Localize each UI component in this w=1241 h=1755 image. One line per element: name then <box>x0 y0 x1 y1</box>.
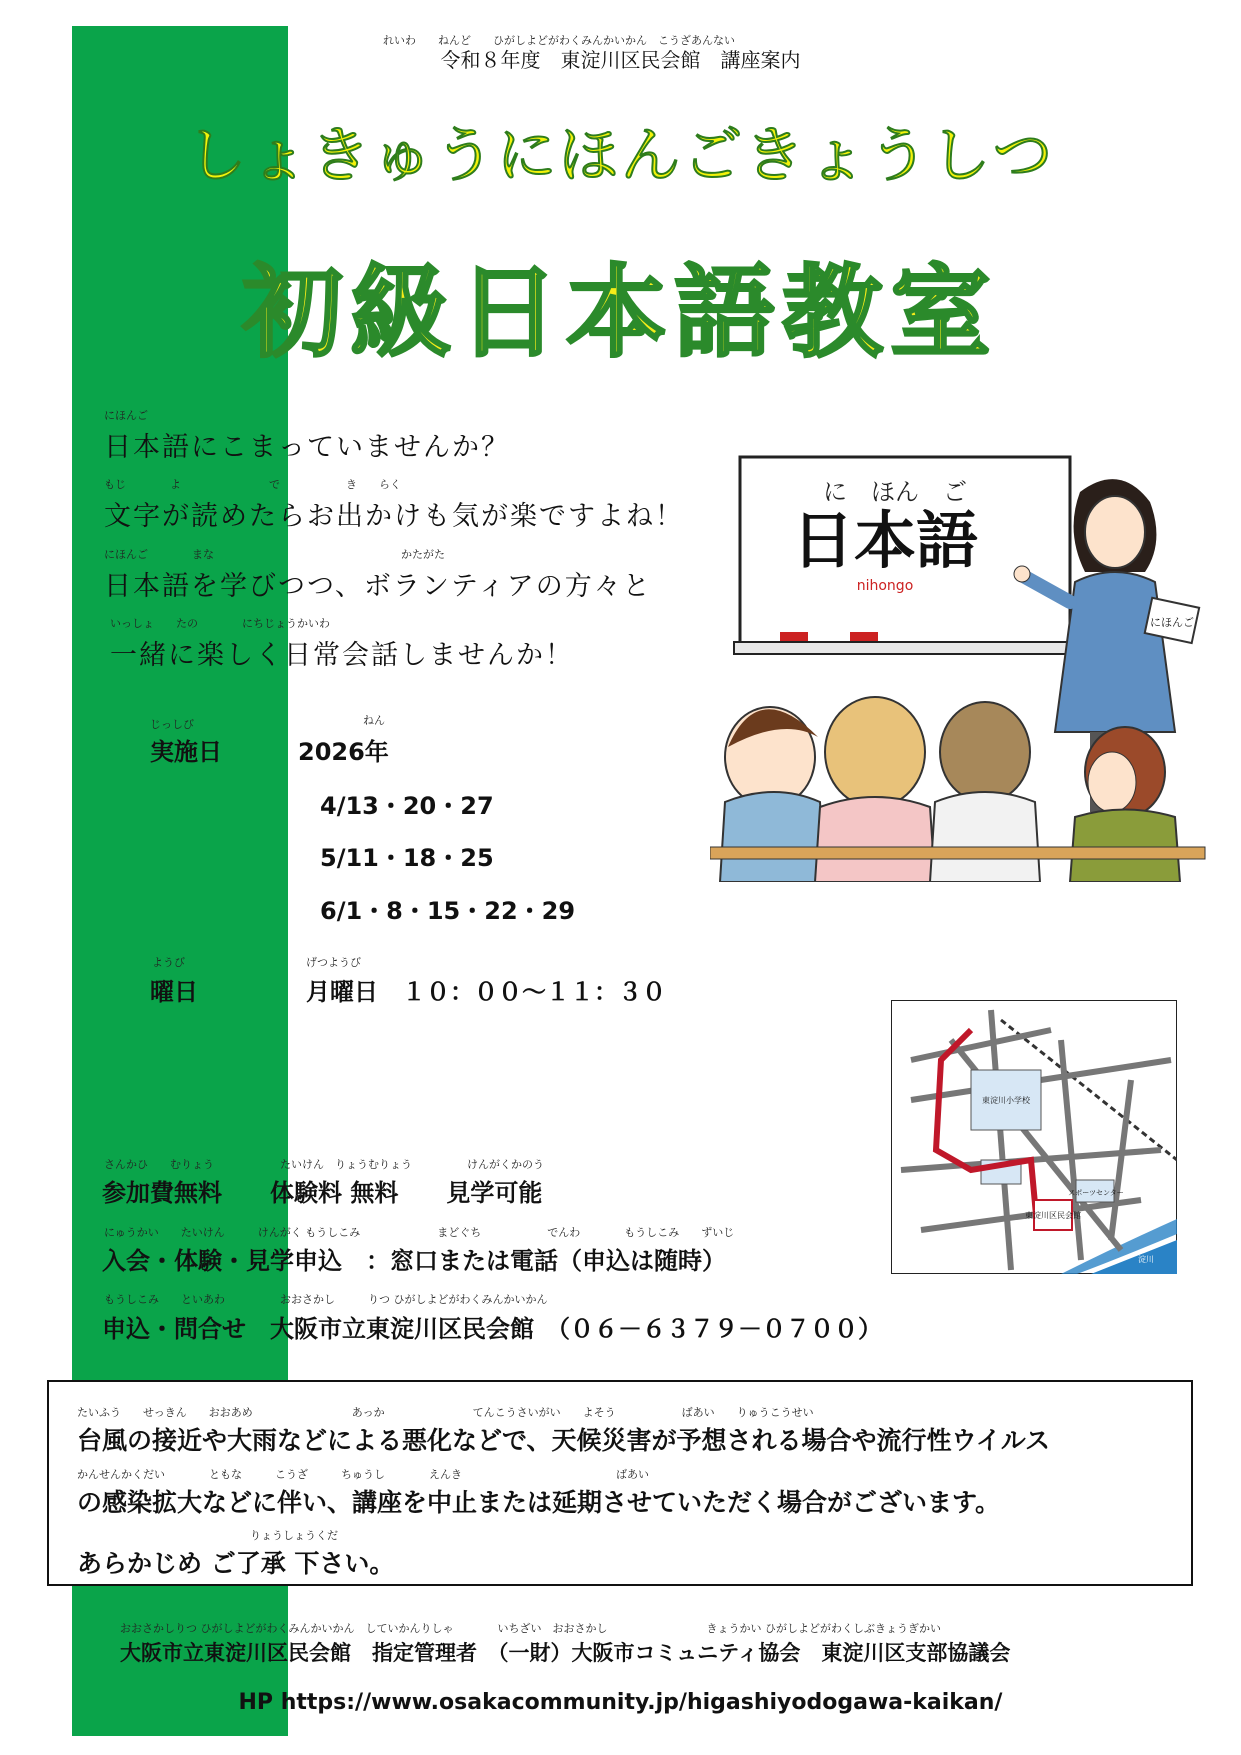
time-ruby: げつようび <box>306 956 361 969</box>
intro-line-1: 日本語にこまっていませんか？ <box>104 432 510 463</box>
date-label: 実施日 <box>150 738 222 766</box>
year: 2026年 <box>298 738 389 766</box>
schedule-time: 月曜日 １０：００～１１：３０ <box>306 978 666 1006</box>
footer-organizer: 大阪市立東淀川区民会館 指定管理者 （一財）大阪市コミュニティ協会 東淀川区支部協議会 <box>120 1641 1011 1665</box>
teacher-classroom-illustration <box>710 452 1210 882</box>
notice-line-2: の感染拡大などに伴い、講座を中止または延期させていただく場合がございます。 <box>77 1488 1001 1517</box>
contact-text: 申込・問合せ 大阪市立東淀川区民会館 （０６－６３７９－０７００） <box>102 1315 882 1343</box>
footer-homepage-link[interactable]: HP https://www.osakacommunity.jp/higashiyodogawa-kaikan/ <box>238 1690 1003 1715</box>
intro-ruby-3: にほんご まな かたがた <box>104 548 445 561</box>
contact-ruby: もうしこみ といあわ おおさかし りつ ひがしよどがわくみんかいかん <box>104 1293 548 1306</box>
apply-ruby: にゅうかい たいけん けんがく もうしこみ まどぐち でんわ もうしこみ ずいじ <box>104 1226 735 1239</box>
fees-text: 参加費無料 体験料 無料 見学可能 <box>102 1179 543 1207</box>
intro-ruby-4: いっしょ たの にちじょうかいわ <box>110 617 330 630</box>
map-label-school: 東淀川小学校 <box>982 1096 1030 1105</box>
intro-line-3: 日本語を学びつつ、ボランティアの方々と <box>104 571 652 602</box>
board-text: 日本語 <box>791 504 979 577</box>
header-ruby: れいわ ねんど ひがしよどがわくみんかいかん こうざあんない <box>383 34 735 47</box>
apply-text: 入会・体験・見学申込 ：窓口または電話（申込は随時） <box>102 1247 726 1275</box>
header-text: 令和８年度 東淀川区民会館 講座案内 <box>440 48 801 72</box>
title-kanji: 初級日本語教室 <box>242 254 999 371</box>
notice-line-1: 台風の接近や大雨などによる悪化などで、天候災害が予想される場合や流行性ウイルス <box>77 1426 1051 1455</box>
notice-line-3: あらかじめ ご了承 下さい。 <box>77 1549 395 1578</box>
map-label-hall: 東淀川区民会館 <box>1025 1211 1081 1220</box>
intro-ruby-1: にほんご <box>104 409 148 422</box>
notice-ruby-1: たいふう せっきん おおあめ あっか てんこうさいがい よそう ばあい りゅうこうせい <box>77 1406 814 1419</box>
day-label: 曜日 <box>150 978 198 1006</box>
map-label-river: 淀川 <box>1138 1255 1154 1264</box>
intro-ruby-2: もじ よ で き らく <box>104 478 401 491</box>
notice-ruby-2: かんせんかくだい ともな こうざ ちゅうし えんき ばあい <box>77 1468 649 1481</box>
access-map <box>891 1000 1177 1274</box>
board-ruby: に ほん ご <box>823 478 967 506</box>
dates-may: 5/11・18・25 <box>320 844 494 872</box>
dates-june: 6/1・8・15・22・29 <box>320 897 576 925</box>
fees-ruby: さんかひ むりょう たいけん りょうむりょう けんがくかのう <box>104 1158 544 1171</box>
title-hiragana: しょきゅうにほんごきょうしつ <box>186 121 1055 191</box>
book-text: にほんご <box>1150 616 1194 629</box>
date-label-ruby: じっしび <box>150 718 194 731</box>
intro-line-2: 文字が読めたらお出かけも気が楽ですよね！ <box>104 501 684 532</box>
board-roman: nihongo <box>856 578 914 594</box>
map-label-sports: スポーツセンター <box>1068 1189 1124 1197</box>
notice-ruby-3: りょうしょうくだ <box>250 1529 338 1542</box>
dates-april: 4/13・20・27 <box>320 792 494 820</box>
day-label-ruby: ようび <box>152 956 185 969</box>
footer-ruby: おおさかしりつ ひがしよどがわくみんかいかん していかんりしゃ いちざい おおさかし きょうかい ひがしよどがわくしぶきょうぎかい <box>120 1622 941 1635</box>
year-ruby: ねん <box>363 714 385 727</box>
intro-line-4: 一緒に楽しく日常会話しませんか！ <box>110 640 574 671</box>
